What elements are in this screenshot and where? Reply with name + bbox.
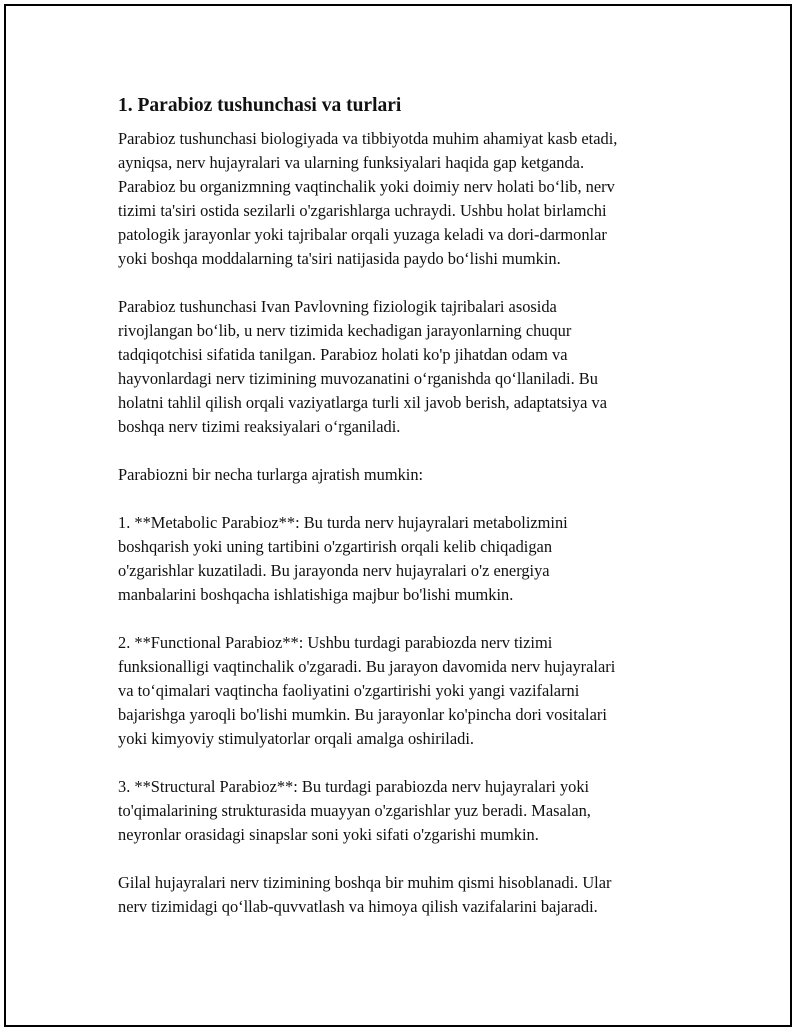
text-line: bajarishga yaroqli bo'lishi mumkin. Bu jarayonlar ko'pincha dori vositalari	[118, 705, 607, 724]
paragraph-glial	[118, 871, 693, 919]
section-heading: 1. Parabioz tushunchasi va turlari	[118, 95, 402, 116]
text-line: yoki boshqa moddalarning ta'siri natijasida paydo bo‘lishi mumkin.	[118, 249, 561, 268]
text-line: boshqa nerv tizimi reaksiyalari o‘rganiladi.	[118, 417, 401, 436]
document-body	[118, 93, 693, 943]
text-line: yoki kimyoviy stimulyatorlar orqali amalga oshiriladi.	[118, 729, 474, 748]
text-line: o'zgarishlar kuzatiladi. Bu jarayonda nerv hujayralari o'z energiya	[118, 561, 550, 580]
paragraph-structural	[118, 775, 693, 847]
text-line: Parabioz bu organizmning vaqtinchalik yoki doimiy nerv holati bo‘lib, nerv	[118, 177, 615, 196]
text-line: rivojlangan bo‘lib, u nerv tizimida kechadigan jarayonlarning chuqur	[118, 321, 572, 340]
text-line: 2. **Functional Parabioz**: Ushbu turdagi parabiozda nerv tizimi	[118, 633, 553, 652]
text-line: nerv tizimidagi qo‘llab-quvvatlash va himoya qilish vazifalarini bajaradi.	[118, 897, 598, 916]
paragraph-intro	[118, 127, 693, 271]
text-line: boshqarish yoki uning tartibini o'zgartirish orqali kelib chiqadigan	[118, 537, 553, 556]
text-line: to'qimalarining strukturasida muayyan o'zgarishlar yuz beradi. Masalan,	[118, 801, 591, 820]
text-line: funksionalligi vaqtinchalik o'zgaradi. Bu jarayon davomida nerv hujayralari	[118, 657, 616, 676]
text-line: tizimi ta'siri ostida sezilarli o'zgarishlarga uchraydi. Ushbu holat birlamchi	[118, 201, 607, 220]
text-line: Gilal hujayralari nerv tizimining boshqa bir muhim qismi hisoblanadi. Ular	[118, 873, 612, 892]
text-line: manbalarini boshqacha ishlatishiga majbur bo'lishi mumkin.	[118, 585, 514, 604]
text-line: va to‘qimalari vaqtincha faoliyatini o'zgartirishi yoki yangi vazifalarni	[118, 681, 580, 700]
text-line: Parabioz tushunchasi biologiyada va tibbiyotda muhim ahamiyat kasb etadi,	[118, 129, 618, 148]
text-line: Parabioz tushunchasi Ivan Pavlovning fiziologik tajribalari asosida	[118, 297, 557, 316]
text-line: hayvonlardagi nerv tizimining muvozanatini o‘rganishda qo‘llaniladi. Bu	[118, 369, 598, 388]
paragraph-pavlov	[118, 295, 693, 439]
text-line: holatni tahlil qilish orqali vaziyatlarga turli xil javob berish, adaptatsiya va	[118, 393, 608, 412]
paragraph-types-intro	[118, 463, 693, 487]
text-line: patologik jarayonlar yoki tajribalar orqali yuzaga keladi va dori-darmonlar	[118, 225, 607, 244]
paragraph-functional	[118, 631, 693, 751]
text-line: 3. **Structural Parabioz**: Bu turdagi parabiozda nerv hujayralari yoki	[118, 777, 590, 796]
text-line: 1. **Metabolic Parabioz**: Bu turda nerv hujayralari metabolizmini	[118, 513, 568, 532]
paragraph-metabolic	[118, 511, 693, 607]
text-line: ayniqsa, nerv hujayralari va ularning funksiyalari haqida gap ketganda.	[118, 153, 585, 172]
text-line: Parabiozni bir necha turlarga ajratish mumkin:	[118, 465, 424, 484]
text-line: neyronlar orasidagi sinapslar soni yoki sifati o'zgarishi mumkin.	[118, 825, 539, 844]
text-line: tadqiqotchisi sifatida tanilgan. Parabioz holati ko'p jihatdan odam va	[118, 345, 568, 364]
